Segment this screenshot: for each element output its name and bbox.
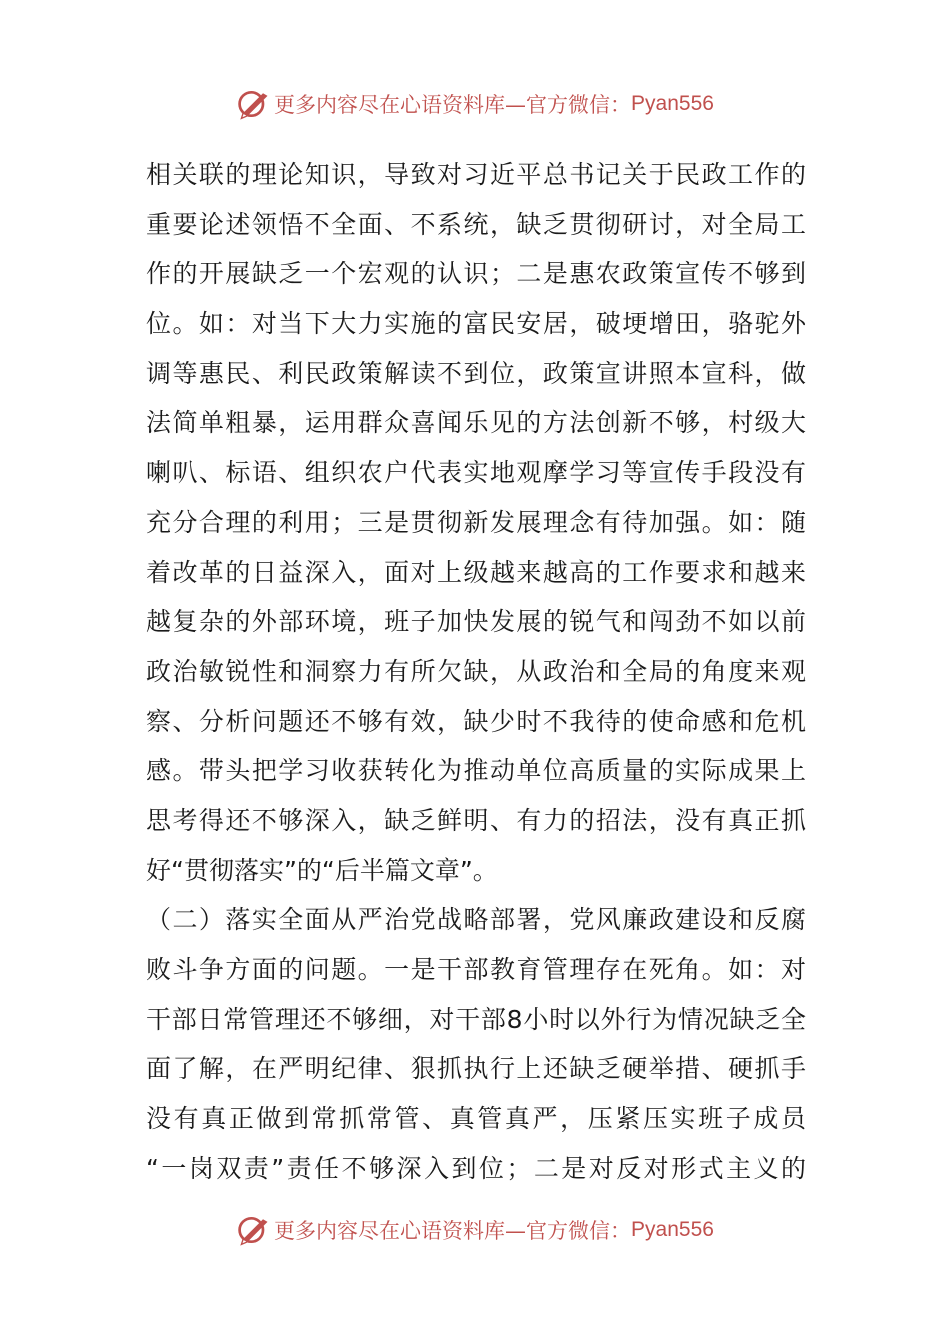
text-line: 好“贯彻落实”的“后半篇文章”。 — [146, 855, 498, 885]
text-line: “一岗双责”责任不够深入到位；二是对反对形式主义的 — [146, 1153, 806, 1183]
text-line: 重要论述领悟不全面、不系统，缺乏贯彻研讨，对全局工 — [146, 209, 806, 239]
text-line: 着改革的日益深入，面对上级越来越高的工作要求和越来 — [146, 557, 806, 587]
watermark-text: 更多内容尽在心语资料库—官方微信： — [274, 1219, 632, 1243]
watermark-wechat-id: Pyan556 — [631, 1218, 714, 1241]
watermark-footer — [0, 1210, 950, 1250]
text-line: 相关联的理论知识，导致对习近平总书记关于民政工作的 — [146, 160, 806, 189]
pen-logo-icon — [236, 86, 272, 122]
paragraph-1 — [146, 150, 806, 895]
text-line: 思考得还不够深入，缺乏鲜明、有力的招法，没有真正抓 — [146, 805, 806, 835]
text-line: 没有真正做到常抓常管、真管真严，压紧压实班子成员 — [146, 1104, 806, 1134]
text-line: 位。如：对当下大力实施的富民安居，破埂增田，骆驼外 — [146, 309, 806, 339]
watermark-wechat-id: Pyan556 — [631, 92, 714, 115]
text-line: 充分合理的利用；三是贯彻新发展理念有待加强。如：随 — [146, 507, 806, 537]
document-body — [146, 150, 806, 1193]
text-line: 法简单粗暴，运用群众喜闻乐见的方法创新不够，村级大 — [146, 408, 806, 438]
text-line: 喇叭、标语、组织农户代表实地观摩学习等宣传手段没有 — [146, 458, 806, 488]
text-line: 作的开展缺乏一个宏观的认识；二是惠农政策宣传不够到 — [146, 259, 806, 289]
text-line: 越复杂的外部环境，班子加快发展的锐气和闯劲不如以前 — [146, 607, 806, 637]
watermark-header — [0, 84, 950, 124]
text-line: 面了解，在严明纪律、狠抓执行上还缺乏硬举措、硬抓手 — [146, 1054, 806, 1084]
watermark-text: 更多内容尽在心语资料库—官方微信： — [274, 93, 632, 117]
text-line: 察、分析问题还不够有效，缺少时不我待的使命感和危机 — [146, 706, 806, 736]
text-line: 调等惠民、利民政策解读不到位，政策宣讲照本宣科，做 — [146, 358, 806, 388]
section-heading-line: （二）落实全面从严治党战略部署，党风廉政建设和反腐 — [146, 905, 806, 935]
text-line: 感。带头把学习收获转化为推动单位高质量的实际成果上 — [146, 756, 806, 786]
paragraph-2 — [146, 895, 806, 1193]
text-line: 政治敏锐性和洞察力有所欠缺，从政治和全局的角度来观 — [146, 656, 806, 686]
text-line: 干部日常管理还不够细，对干部8小时以外行为情况缺乏全 — [146, 1004, 806, 1034]
pen-logo-icon — [236, 1212, 272, 1248]
text-line: 败斗争方面的问题。一是干部教育管理存在死角。如：对 — [146, 955, 806, 984]
